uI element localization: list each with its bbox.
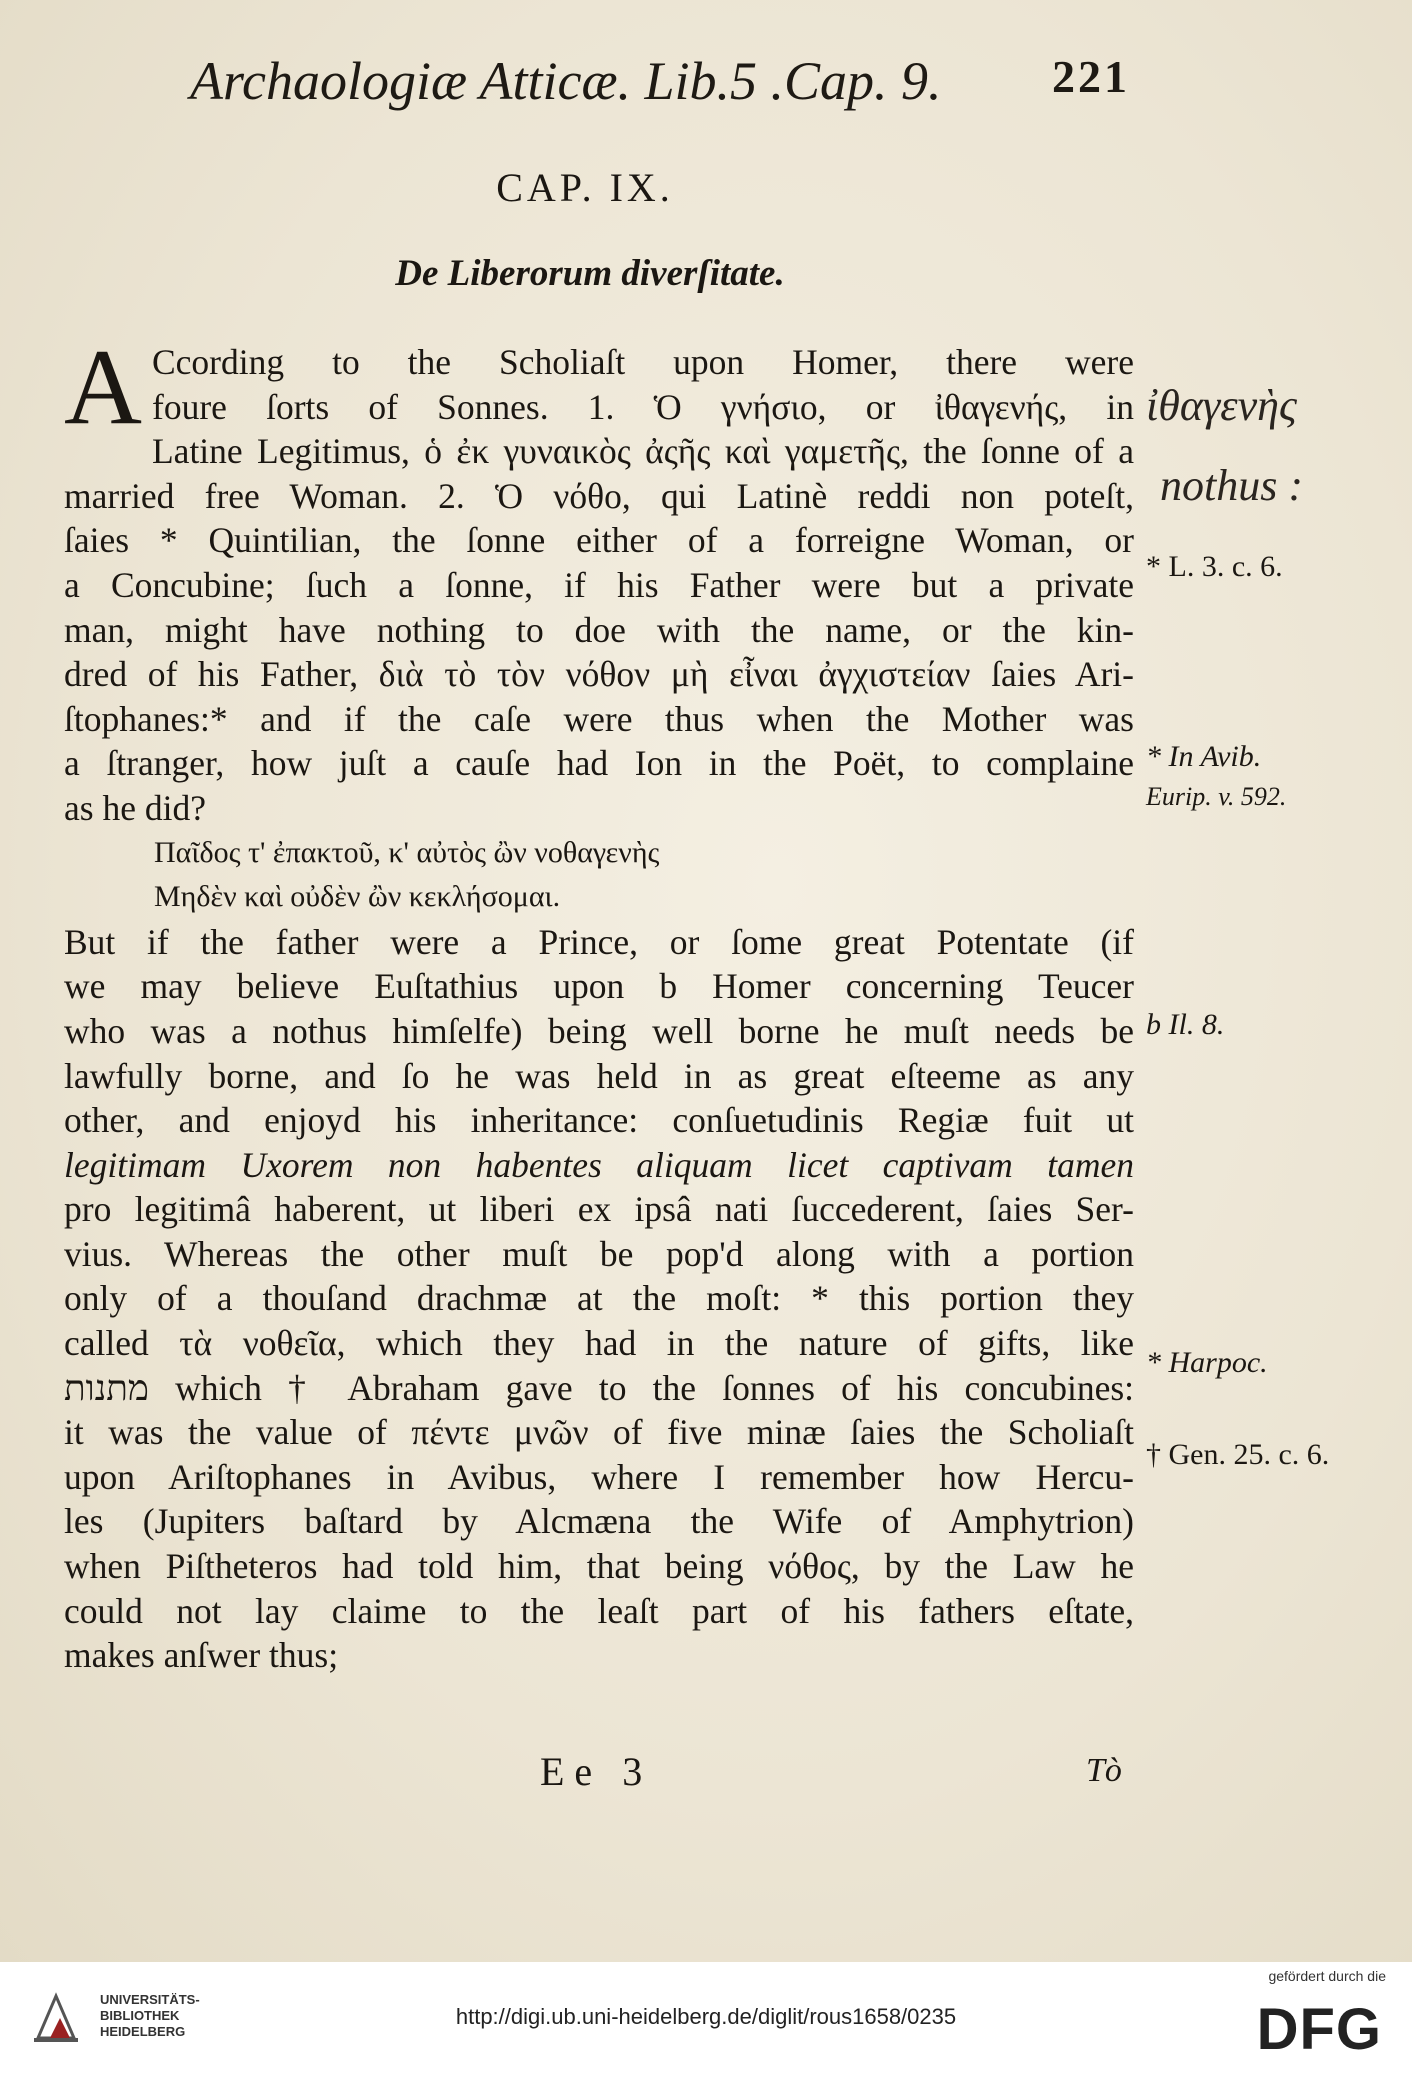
text-line: legitimam Uxorem non habentes aliquam licet captivam tamen	[64, 1144, 1134, 1185]
text-line: makes anſwer thus;	[64, 1635, 339, 1676]
text-line: מתנות which † Abraham gave to the ſonnes of his concubines:	[64, 1367, 1134, 1408]
chapter-subtitle: De Liberorum diverſitate.	[395, 253, 785, 294]
text-line: les (Jupiters baſtard by Alcmæna the Wife of Amphytrion)	[64, 1501, 1134, 1542]
viewer-footer	[0, 1962, 1412, 2076]
library-name: UNIVERSITÄTS- BIBLIOTHEK HEIDELBERG	[100, 1992, 200, 2039]
text-line: it was the value of πέντε μνῶν of five minæ ſaies the Scholiaſt	[64, 1412, 1134, 1453]
text-line: Ccording to the Scholiaſt upon Homer, there were	[152, 342, 1134, 382]
text-line: we may believe Euſtathius upon b Homer concerning Teucer	[64, 966, 1134, 1007]
text-line: man, might have nothing to doe with the name, or the kin-	[64, 609, 1134, 650]
body-text	[64, 328, 1134, 1678]
text-line: a Concubine; ſuch a ſonne, if his Father were but a private	[64, 564, 1134, 605]
margin-note: * In Avib.	[1146, 740, 1262, 773]
verse-line: Μηδὲν καὶ οὐδὲν ὢν κεκλήσομαι.	[154, 880, 561, 914]
text-line: as he did?	[64, 787, 206, 828]
catchword: Tò	[1086, 1752, 1122, 1789]
text-line: But if the father were a Prince, or ſome great Potentate (if	[64, 921, 1134, 962]
sponsor-text: gefördert durch die	[1268, 1968, 1386, 1984]
text-line: married free Woman. 2. Ὁ νόθο, qui Latinè reddi non poteſt,	[64, 475, 1134, 516]
text-line: foure ſorts of Sonnes. 1. Ὁ γνήσιο, or ἰθαγενής, in	[152, 386, 1134, 427]
text-line: vius. Whereas the other muſt be pop'd along with a portion	[64, 1233, 1134, 1274]
text-line: only of a thouſand drachmæ at the moſt: * this portion they	[64, 1278, 1134, 1319]
text-line: lawfully borne, and ſo he was held in as great eſteeme as any	[64, 1055, 1134, 1096]
text-line: who was a nothus himſelfe) being well borne he muſt needs be	[64, 1010, 1134, 1051]
text-line: when Piſtheteros had told him, that being νόθος, by the Law he	[64, 1546, 1134, 1587]
dfg-logo: DFG	[1256, 1997, 1382, 2062]
text-line: called τὰ νοθεῖα, which they had in the nature of gifts, like	[64, 1323, 1134, 1364]
signature-mark: Ee 3	[540, 1749, 653, 1794]
text-line: dred of his Father, διὰ τὸ τὸν νόθον μὴ εἶναι ἀγχιστείαν ſaies Ari-	[64, 654, 1134, 695]
text-line: pro legitimâ haberent, ut liberi ex ipsâ nati ſuccederent, ſaies Ser-	[64, 1189, 1134, 1230]
margin-note: b Il. 8.	[1146, 1008, 1225, 1041]
text-line: Latine Legitimus, ὁ ἐκ γυναικὸς ἀςῆς καὶ γαμετῆς, the ſonne of a	[152, 431, 1134, 472]
margin-note: * Harpoc.	[1146, 1346, 1268, 1379]
drop-cap: A	[64, 328, 142, 447]
text-line: ſtophanes:* and if the caſe were thus when the Mother was	[64, 698, 1134, 739]
text-line: other, and enjoyd his inheritance: conſuetudinis Regiæ fuit ut	[64, 1100, 1134, 1141]
source-url-link[interactable]: http://digi.ub.uni-heidelberg.de/diglit/rous1658/0235	[455, 2004, 957, 2029]
text-line: a ſtranger, how juſt a cauſe had Ion in the Poët, to complaine	[64, 743, 1134, 784]
running-header	[190, 50, 1130, 120]
text-line: could not lay claime to the leaſt part of his fathers eſtate,	[64, 1590, 1134, 1631]
margin-note: Eurip. v. 592.	[1146, 782, 1287, 811]
handwritten-note: nothus :	[1160, 461, 1303, 510]
text-line: ſaies * Quintilian, the ſonne either of a forreigne Woman, or	[64, 520, 1134, 561]
handwritten-note: ἰθαγενὴς	[1146, 381, 1297, 430]
verse-line: Παῖδος τ' ἐπακτοῦ, κ' αὐτὸς ὢν νοθαγενὴς	[154, 835, 660, 869]
text-line: upon Ariſtophanes in Avibus, where I remember how Hercu-	[64, 1456, 1134, 1497]
page-number: 221	[1052, 51, 1130, 102]
running-title: Archaologiæ Atticæ. Lib.5 .Cap. 9.	[190, 51, 942, 111]
margin-note: * L. 3. c. 6.	[1146, 550, 1283, 583]
margin-note: † Gen. 25. c. 6.	[1146, 1438, 1330, 1471]
chapter-heading: CAP. IX.	[496, 165, 674, 210]
